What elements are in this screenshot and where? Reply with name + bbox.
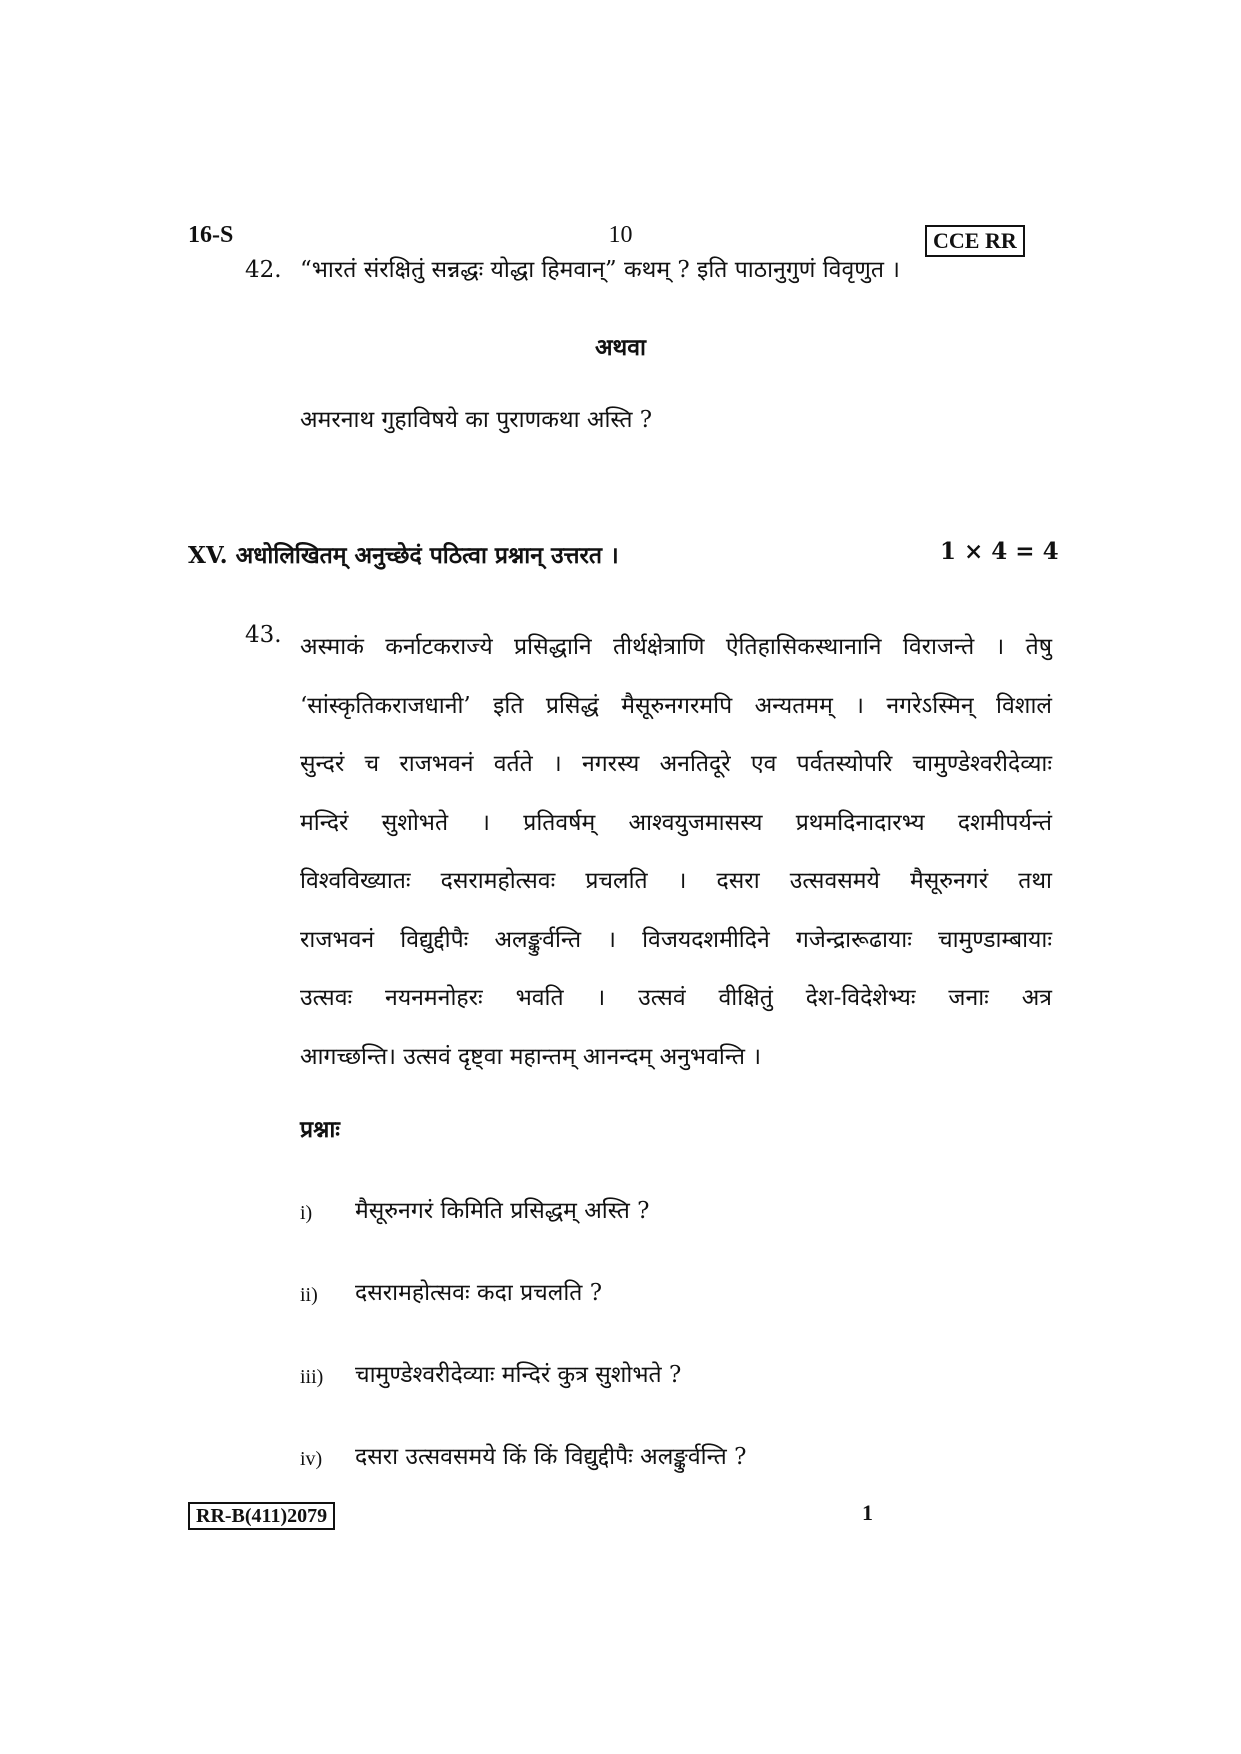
exam-code-box: CCE RR — [925, 225, 1025, 257]
question-42-text: “भारतं संरक्षितुं सन्नद्धः योद्धा हिमवान्” कथम् ? इति पाठानुगुणं विवृणुत । — [300, 257, 901, 283]
passage-line: राजभवनं विद्युद्दीपैः अलङ्कुर्वन्ति । विजयदशमीदिने गजेन्द्रारूढायाः चामुण्डाम्बायाः — [300, 926, 1052, 953]
passage-line: सुन्दरं च राजभवनं वर्तते । नगरस्य अनतिदूरे एव पर्वतस्योपरि चामुण्डेश्वरीदेव्याः — [300, 751, 1052, 777]
question-42-alt-text: अमरनाथ गुहाविषये का पुराणकथा अस्ति ? — [300, 407, 653, 433]
section-heading: XV. अधोलिखितम् अनुच्छेदं पठित्वा प्रश्नान् उत्तरत । — [188, 542, 619, 569]
questions-label: प्रश्नाः — [300, 1116, 340, 1143]
sub-question-number: ii) — [300, 1284, 318, 1306]
question-number-43: 43. — [245, 622, 282, 648]
question-number-42: 42. — [245, 257, 282, 283]
footer-code-box: RR-B(411)2079 — [188, 1502, 335, 1530]
sub-question-text: दसरामहोत्सवः कदा प्रचलति ? — [355, 1280, 603, 1306]
sub-question-text: दसरा उत्सवसमये किं किं विद्युद्दीपैः अलङ्कुर्वन्ति ? — [355, 1444, 747, 1470]
section-marks: 1 × 4 = 4 — [940, 538, 1059, 565]
passage-line: आगच्छन्ति। उत्सवं दृष्ट्वा महान्तम् आनन्दम् अनुभवन्ति । — [300, 1043, 762, 1070]
or-separator: अथवा — [594, 334, 646, 361]
sub-question-number: i) — [300, 1202, 313, 1224]
sub-question-text: मैसूरुनगरं किमिति प्रसिद्धम् अस्ति ? — [355, 1198, 650, 1224]
sub-question-number: iii) — [300, 1366, 324, 1388]
sub-question-text: चामुण्डेश्वरीदेव्याः मन्दिरं कुत्र सुशोभते ? — [355, 1362, 682, 1388]
passage-line: विश्वविख्यातः दसरामहोत्सवः प्रचलति । दसरा उत्सवसमये मैसूरुनगरं तथा — [300, 868, 1052, 894]
passage-line: मन्दिरं सुशोभते । प्रतिवर्षम् आश्वयुजमासस्य प्रथमदिनादारभ्य दशमीपर्यन्तं — [300, 809, 1052, 836]
page-number: 10 — [608, 222, 633, 248]
paper-code: 16-S — [188, 222, 234, 248]
passage-line: अस्माकं कर्नाटकराज्ये प्रसिद्धानि तीर्थक्षेत्राणि ऐतिहासिकस्थानानि विराजन्ते । तेषु — [300, 634, 1052, 660]
passage-line: ‘सांस्कृतिकराजधानी’ इति प्रसिद्धं मैसूरुनगरमपि अन्यतमम् । नगरेऽस्मिन् विशालं — [300, 692, 1052, 719]
footer-page-index: 1 — [862, 1500, 873, 1525]
passage — [300, 618, 1052, 1086]
sub-question-number: iv) — [300, 1448, 323, 1470]
passage-line: उत्सवः नयनमनोहरः भवति । उत्सवं वीक्षितुं देश-विदेशेभ्यः जनाः अत्र — [300, 985, 1052, 1011]
